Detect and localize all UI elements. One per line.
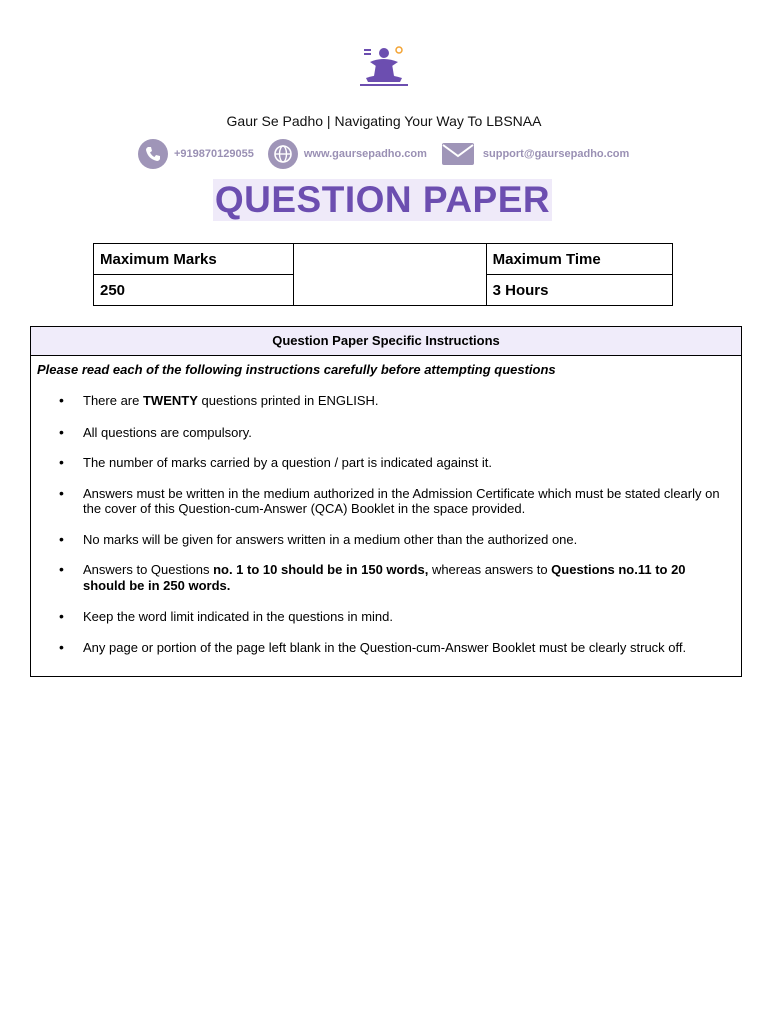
bullet-icon: •: [59, 530, 64, 547]
contact-email[interactable]: [441, 142, 629, 166]
max-marks-label: Maximum Marks: [94, 244, 294, 275]
instructions-intro: Please read each of the following instructions carefully before attempting questions: [37, 362, 556, 377]
email-link: support@gaursepadho.com: [482, 148, 630, 160]
list-item: • Answers must be written in the medium authorized in the Admission Certificate which must be stated clearly on the cover of this Question-cum-Answer (QCA) Booklet in the space provided.: [59, 484, 720, 516]
instructions-box: [30, 326, 742, 677]
list-item: • No marks will be given for answers written in a medium other than the authorized one.: [59, 530, 578, 547]
logo-icon: [356, 44, 412, 90]
list-item: • Any page or portion of the page left blank in the Question-cum-Answer Booklet must be clearly struck off.: [59, 638, 687, 655]
list-item: • The number of marks carried by a question / part is indicated against it.: [59, 454, 492, 470]
bullet-icon: •: [59, 392, 64, 408]
bullet-icon: •: [59, 608, 64, 624]
list-item: • There are TWENTY questions printed in ENGLISH.: [59, 392, 379, 408]
list-item: • Answers to Questions no. 1 to 10 should be in 150 words, whereas answers to Questions no.11 to 20 should be in 250 words.: [59, 561, 686, 593]
marks-time-table: [93, 243, 673, 306]
bullet-icon: •: [59, 423, 64, 440]
bullet-icon: •: [59, 561, 64, 577]
phone-number: +919870129055: [174, 148, 254, 160]
bullet-icon: •: [59, 454, 64, 470]
globe-icon: [268, 139, 298, 169]
max-time-value: 3 Hours: [486, 275, 672, 306]
max-time-label: Maximum Time: [486, 244, 672, 275]
page-title: QUESTION PAPER: [214, 179, 551, 220]
instructions-heading: Question Paper Specific Instructions: [31, 327, 741, 356]
list-item: • Keep the word limit indicated in the questions in mind.: [59, 608, 394, 624]
bullet-icon: •: [59, 638, 64, 655]
empty-cell: [293, 244, 486, 306]
bullet-icon: •: [59, 484, 64, 501]
contact-bar: [138, 138, 643, 170]
contact-phone[interactable]: [138, 139, 254, 169]
instructions-list: [31, 393, 741, 655]
website-link: www.gaursepadho.com: [303, 148, 427, 160]
mail-icon: [441, 142, 475, 166]
table-row: [94, 244, 673, 275]
tagline: Gaur Se Padho | Navigating Your Way To LBSNAA: [226, 113, 542, 129]
contact-website[interactable]: [268, 139, 427, 169]
phone-icon: [138, 139, 168, 169]
list-item: • All questions are compulsory.: [59, 423, 252, 440]
max-marks-value: 250: [94, 275, 294, 306]
